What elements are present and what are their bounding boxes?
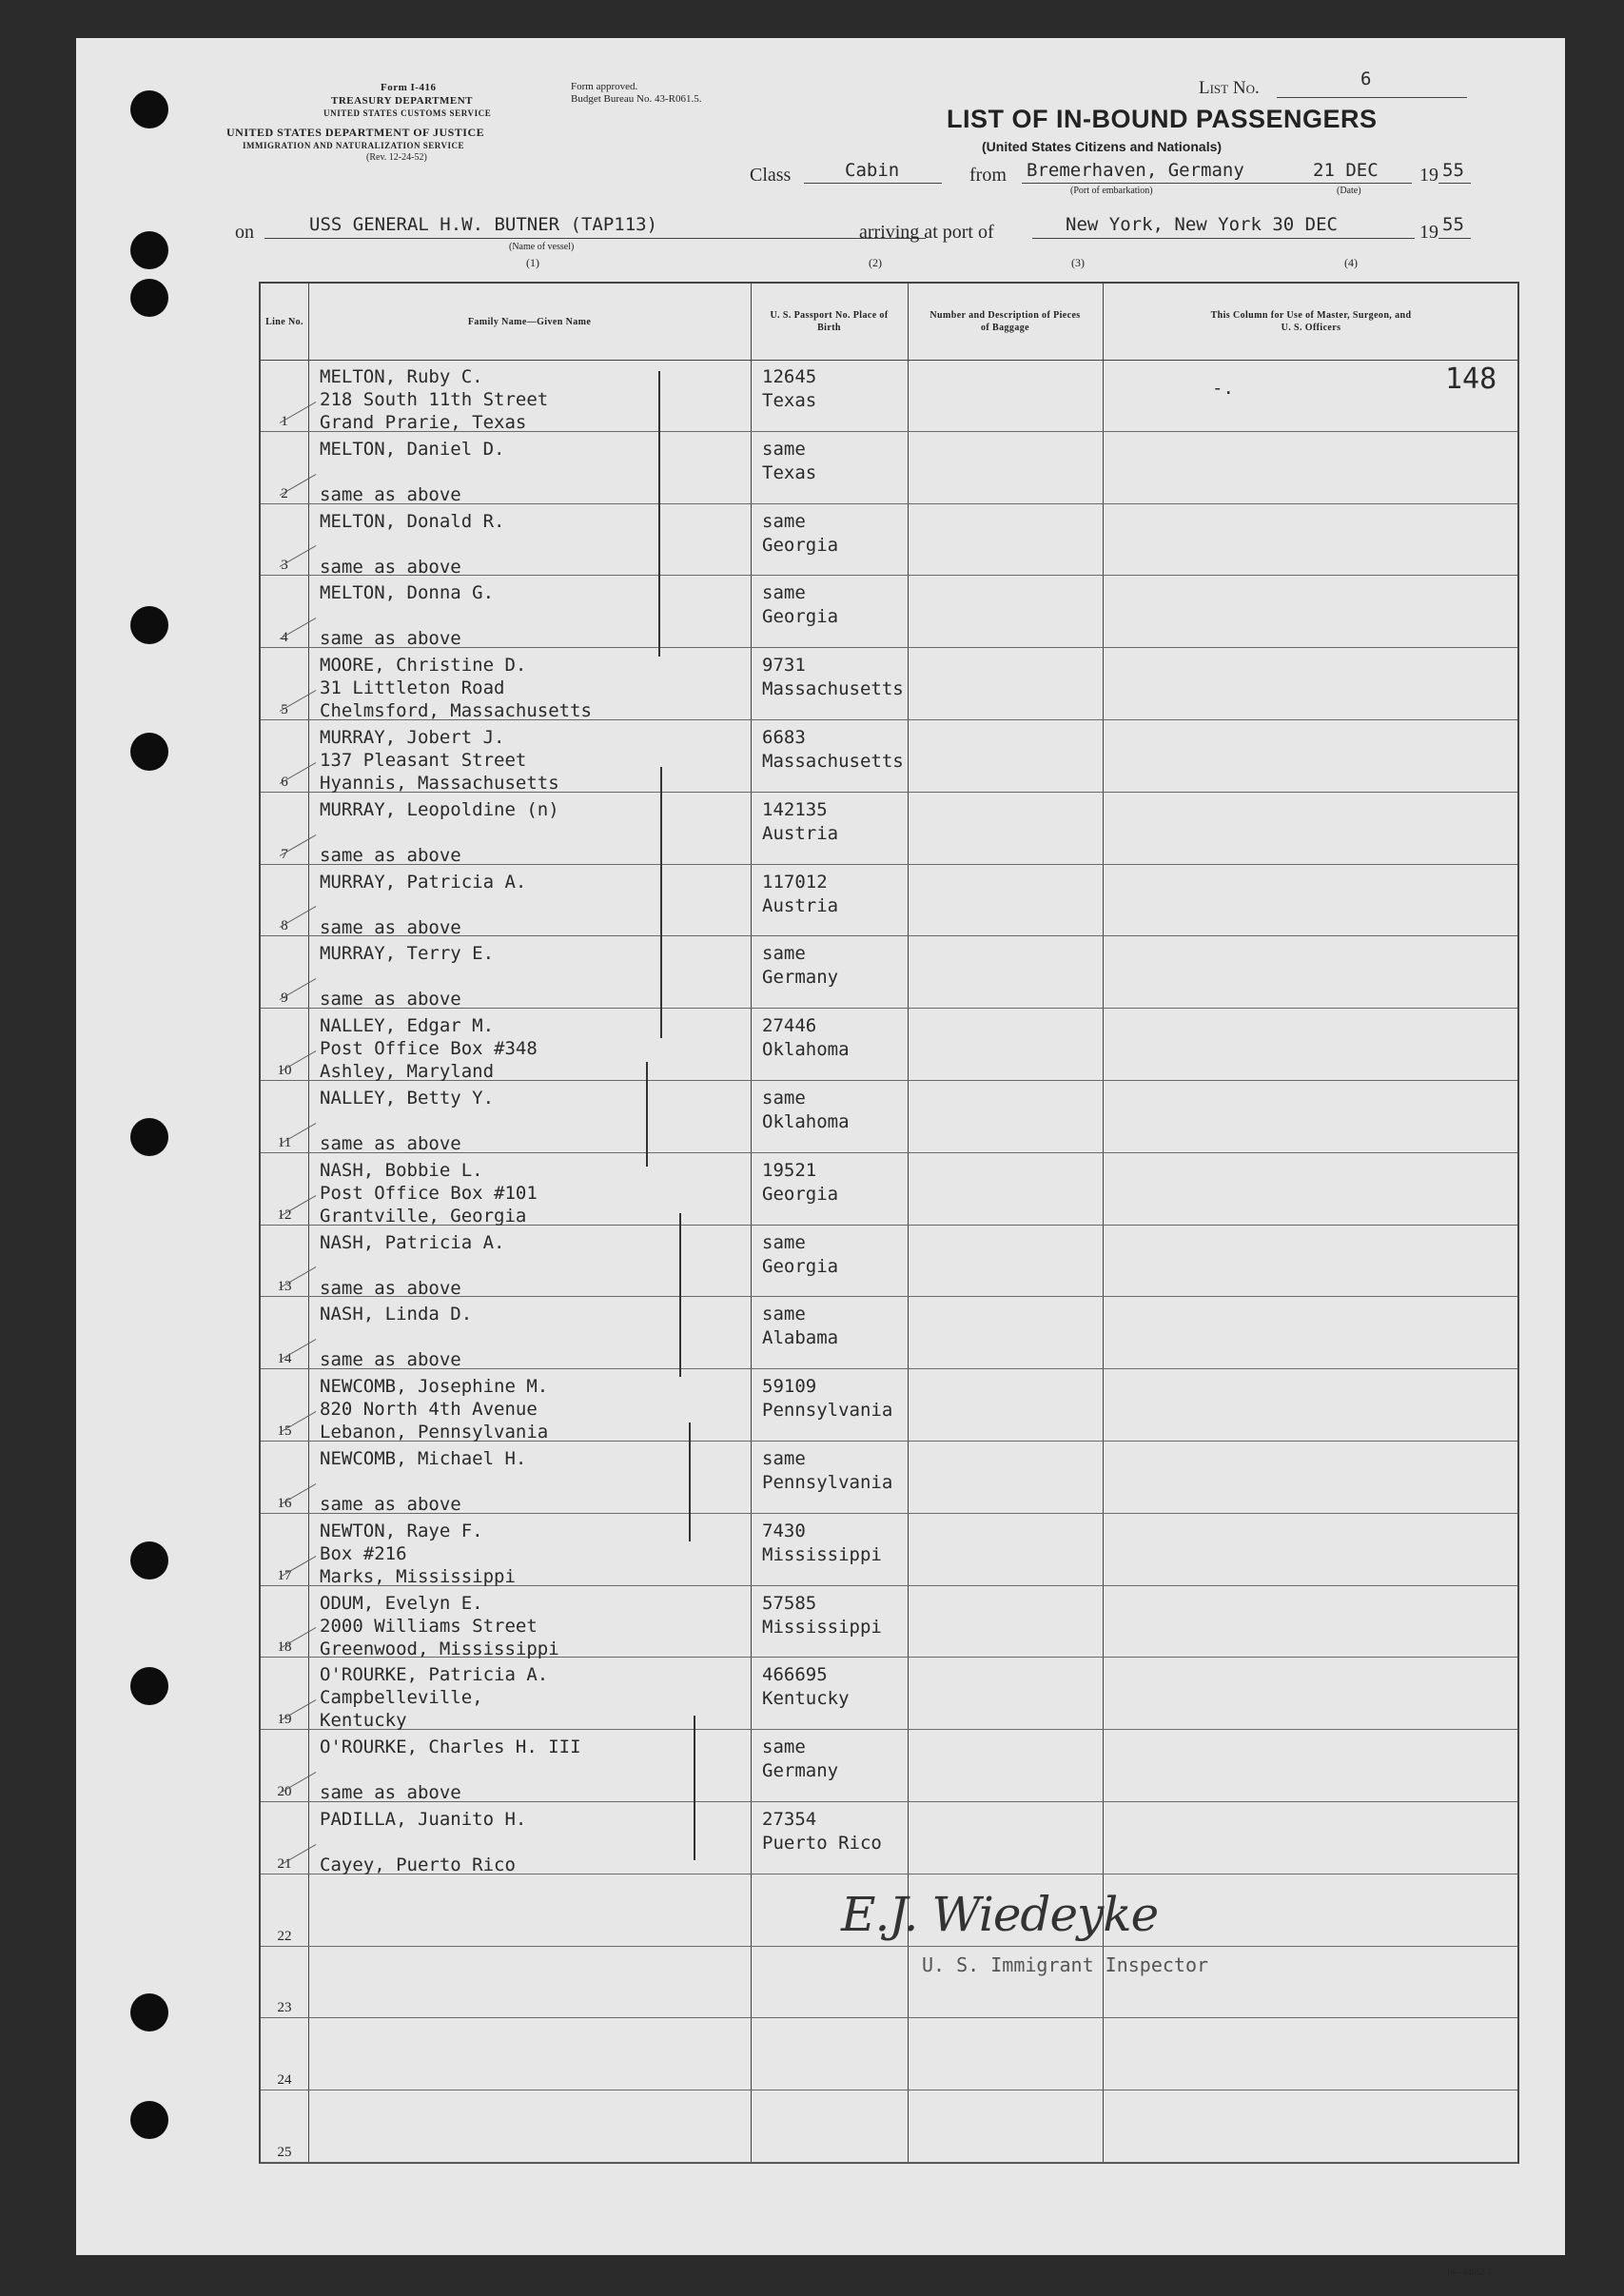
binder-hole [130,2101,168,2139]
form-approved: Form approved. [571,81,638,92]
table-row [261,1297,1517,1369]
header-officers: This Column for Use of Master, Surgeon, and U. S. Officers [1210,310,1412,333]
justice-dept: UNITED STATES DEPARTMENT OF JUSTICE [226,126,485,139]
passport-number: 27446 [762,1015,817,1037]
line-number: 25 [277,2144,292,2160]
passenger-address: Campbelleville, [320,1687,483,1709]
line-number: 9 [281,991,288,1007]
passenger-name: NASH, Patricia A. [320,1231,505,1253]
line-number: 7 [281,846,288,862]
footer-code: 16—84652-2 [1446,2267,1492,2277]
line-number: 22 [277,1928,292,1944]
passenger-name: NALLEY, Betty Y. [320,1088,495,1109]
year-value: 55 [1442,160,1464,181]
vessel-caption: (Name of vessel) [509,242,575,252]
class-value: Cabin [845,160,900,181]
column-marker-3: (3) [1071,256,1085,269]
place-of-birth: Mississippi [762,1616,882,1638]
passport-number: same [762,1231,806,1253]
arrival-port: New York, New York 30 DEC [1066,214,1338,235]
passenger-address: same as above [320,556,461,578]
officer-mark: -. [1212,378,1234,399]
passenger-name: NASH, Linda D. [320,1304,473,1325]
table-row [261,1586,1517,1658]
line-number: 15 [277,1423,292,1439]
table-row [261,865,1517,937]
from-label: from [969,165,1007,186]
passport-number: same [762,582,806,604]
passenger-address: same as above [320,1494,461,1515]
table-row [261,1802,1517,1874]
table-row [261,793,1517,865]
date-caption: (Date) [1337,186,1361,196]
table-row [261,1009,1517,1081]
passenger-name: MELTON, Ruby C. [320,366,483,387]
passenger-address: 137 Pleasant Street [320,750,527,771]
passport-number: 466695 [762,1664,828,1686]
passport-number: same [762,1088,806,1109]
passport-number: 117012 [762,871,828,893]
place-of-birth: Texas [762,461,817,483]
passenger-name: MELTON, Daniel D. [320,438,505,460]
passenger-address: same as above [320,916,461,938]
line-number: 10 [277,1062,292,1078]
revision-date: (Rev. 12-24-52) [366,152,427,163]
arriving-label: arriving at port of [859,222,994,243]
passenger-address: same as above [320,1349,461,1371]
document-subtitle: (United States Citizens and Nationals) [982,139,1223,154]
passport-number: same [762,1737,806,1758]
family-bracket [694,1716,695,1860]
binder-hole [130,606,168,644]
list-no-value: 6 [1360,69,1372,89]
line-number: 4 [281,630,288,646]
document-title: LIST OF IN-BOUND PASSENGERS [947,105,1378,133]
column-marker-1: (1) [526,256,539,269]
table-row [261,648,1517,720]
line-number: 20 [277,1783,292,1799]
passport-number: 19521 [762,1159,817,1181]
passenger-name: MURRAY, Terry E. [320,943,495,965]
passenger-name: O'ROURKE, Patricia A. [320,1664,549,1686]
family-bracket [689,1423,691,1541]
place-of-birth: Alabama [762,1327,839,1349]
place-of-birth: Austria [762,894,839,916]
table-row [261,1947,1517,2019]
passenger-address: same as above [320,1782,461,1804]
table-row [261,1081,1517,1153]
passenger-name: MURRAY, Jobert J. [320,727,505,748]
port-of-embarkation: Bremerhaven, Germany [1027,160,1244,181]
passport-number: 57585 [762,1592,817,1614]
on-label: on [235,222,254,243]
place-of-birth: Pennsylvania [762,1472,893,1493]
passenger-table [259,282,1519,2164]
passenger-name: NASH, Bobbie L. [320,1159,483,1181]
passport-number: 6683 [762,727,806,748]
passenger-address: same as above [320,1277,461,1299]
passenger-address: Chelmsford, Massachusetts [320,700,592,722]
passenger-name: NEWTON, Raye F. [320,1520,483,1541]
passport-number: 59109 [762,1376,817,1398]
line-number: 6 [281,774,288,790]
passport-number: same [762,438,806,460]
passenger-name: O'ROURKE, Charles H. III [320,1737,581,1758]
arrival-year-value: 55 [1442,214,1464,235]
passenger-name: MELTON, Donald R. [320,510,505,532]
line-number: 5 [281,701,288,717]
place-of-birth: Georgia [762,1255,839,1277]
column-marker-2: (2) [869,256,882,269]
passenger-name: MURRAY, Leopoldine (n) [320,798,559,820]
class-label: Class [750,165,792,186]
table-row [261,2018,1517,2090]
passenger-address: 2000 Williams Street [320,1615,538,1637]
line-number: 24 [277,2072,292,2089]
line-number: 19 [277,1712,292,1728]
family-bracket [660,767,662,1038]
passport-number: same [762,1304,806,1325]
passenger-address: 820 North 4th Avenue [320,1399,538,1421]
line-number: 17 [277,1567,292,1583]
passport-number: same [762,943,806,965]
family-bracket [679,1213,681,1377]
place-of-birth: Georgia [762,606,839,628]
passenger-name: NEWCOMB, Josephine M. [320,1376,549,1398]
place-of-birth: Germany [762,1760,839,1782]
passenger-name: MOORE, Christine D. [320,655,527,677]
place-of-birth: Texas [762,390,817,411]
place-of-birth: Puerto Rico [762,1833,882,1854]
table-row [261,360,1517,432]
vessel-name: USS GENERAL H.W. BUTNER (TAP113) [309,214,658,235]
header-baggage: Number and Description of Pieces of Baggage [929,310,1081,333]
place-of-birth: Germany [762,967,839,989]
passport-number: 12645 [762,366,817,387]
passenger-name: MELTON, Donna G. [320,582,495,604]
line-number: 3 [281,558,288,574]
passenger-address: Cayey, Puerto Rico [320,1854,516,1875]
passenger-address: Kentucky [320,1710,407,1732]
place-of-birth: Mississippi [762,1543,882,1565]
passenger-address: Post Office Box #101 [320,1182,538,1204]
passenger-address: Box #216 [320,1542,407,1564]
customs-service: UNITED STATES CUSTOMS SERVICE [323,108,492,118]
passport-number: 9731 [762,655,806,677]
table-row [261,504,1517,577]
passenger-address: Ashley, Maryland [320,1061,495,1083]
passenger-address: same as above [320,483,461,505]
line-number: 21 [277,1855,292,1872]
line-number: 11 [277,1134,292,1150]
passenger-address: Post Office Box #348 [320,1038,538,1060]
table-row [261,936,1517,1009]
place-of-birth: Georgia [762,534,839,556]
passenger-address: Hyannis, Massachusetts [320,773,559,794]
header-family-name: Family Name—Given Name [467,316,592,327]
officer-count: 148 [1445,363,1497,396]
table-row [261,432,1517,504]
passenger-address: same as above [320,989,461,1011]
line-number: 18 [277,1639,292,1656]
table-row [261,1658,1517,1730]
line-number: 13 [277,1279,292,1295]
passport-number: 27354 [762,1809,817,1830]
embarkation-date: 21 DEC [1313,160,1379,181]
manifest-page [76,38,1565,2277]
line-number: 23 [277,2000,292,2016]
passenger-address: same as above [320,844,461,866]
table-row [261,1369,1517,1442]
table-row [261,576,1517,648]
line-number: 1 [281,413,288,429]
passenger-name: NEWCOMB, Michael H. [320,1448,527,1469]
place-of-birth: Oklahoma [762,1039,850,1061]
binder-hole [130,1541,168,1580]
place-of-birth: Pennsylvania [762,1400,893,1422]
binder-hole [130,1667,168,1705]
passenger-address: same as above [320,628,461,650]
table-row [261,1514,1517,1586]
line-number: 16 [277,1495,292,1511]
place-of-birth: Oklahoma [762,1111,850,1132]
place-of-birth: Massachusetts [762,751,904,772]
line-number: 8 [281,918,288,934]
passenger-address: Marks, Mississippi [320,1565,516,1587]
line-number: 14 [277,1351,292,1367]
column-marker-4: (4) [1344,256,1358,269]
inspector-signature: E.J. Wiedeyke [841,1887,1159,1942]
line-number: 12 [277,1207,292,1223]
place-of-birth: Massachusetts [762,678,904,700]
passenger-address: 218 South 11th Street [320,389,549,410]
binder-hole [130,1993,168,2031]
table-row [261,2090,1517,2163]
passenger-name: NALLEY, Edgar M. [320,1015,495,1037]
year-prefix: 19 [1419,165,1438,186]
passport-number: 7430 [762,1520,806,1541]
passenger-address: Lebanon, Pennsylvania [320,1422,549,1443]
header-line-no: Line No. [265,316,303,327]
port-caption: (Port of embarkation) [1070,186,1153,196]
table-row [261,720,1517,793]
binder-hole [130,231,168,269]
passenger-address: same as above [320,1133,461,1154]
passport-number: 142135 [762,798,828,820]
passenger-name: PADILLA, Juanito H. [320,1809,527,1830]
binder-hole [130,1118,168,1156]
table-row [261,1730,1517,1802]
family-bracket [646,1062,648,1167]
form-number: Form I-416 [381,82,437,93]
passenger-address: Greenwood, Mississippi [320,1638,559,1659]
passport-number: same [762,1448,806,1469]
header-passport: U. S. Passport No. Place of Birth [770,310,889,333]
binder-hole [130,279,168,317]
list-no-label: List No. [1199,78,1260,98]
budget-bureau: Budget Bureau No. 43-R061.5. [571,93,702,105]
passenger-name: MURRAY, Patricia A. [320,871,527,893]
passenger-address: Grantville, Georgia [320,1205,527,1226]
passenger-address: Grand Prarie, Texas [320,412,527,433]
place-of-birth: Austria [762,822,839,844]
inspector-title: U. S. Immigrant Inspector [922,1953,1209,1976]
place-of-birth: Georgia [762,1183,839,1205]
family-bracket [658,371,660,657]
ins-service: IMMIGRATION AND NATURALIZATION SERVICE [243,141,464,150]
binder-hole [130,733,168,771]
table-row [261,1442,1517,1514]
passenger-name: ODUM, Evelyn E. [320,1592,483,1614]
line-number: 2 [281,485,288,501]
passenger-address: 31 Littleton Road [320,677,505,699]
treasury-dept: TREASURY DEPARTMENT [331,95,473,107]
table-row [261,1226,1517,1298]
place-of-birth: Kentucky [762,1688,850,1710]
binder-hole [130,90,168,128]
arrival-year-prefix: 19 [1419,222,1438,243]
table-row [261,1153,1517,1226]
passport-number: same [762,510,806,532]
